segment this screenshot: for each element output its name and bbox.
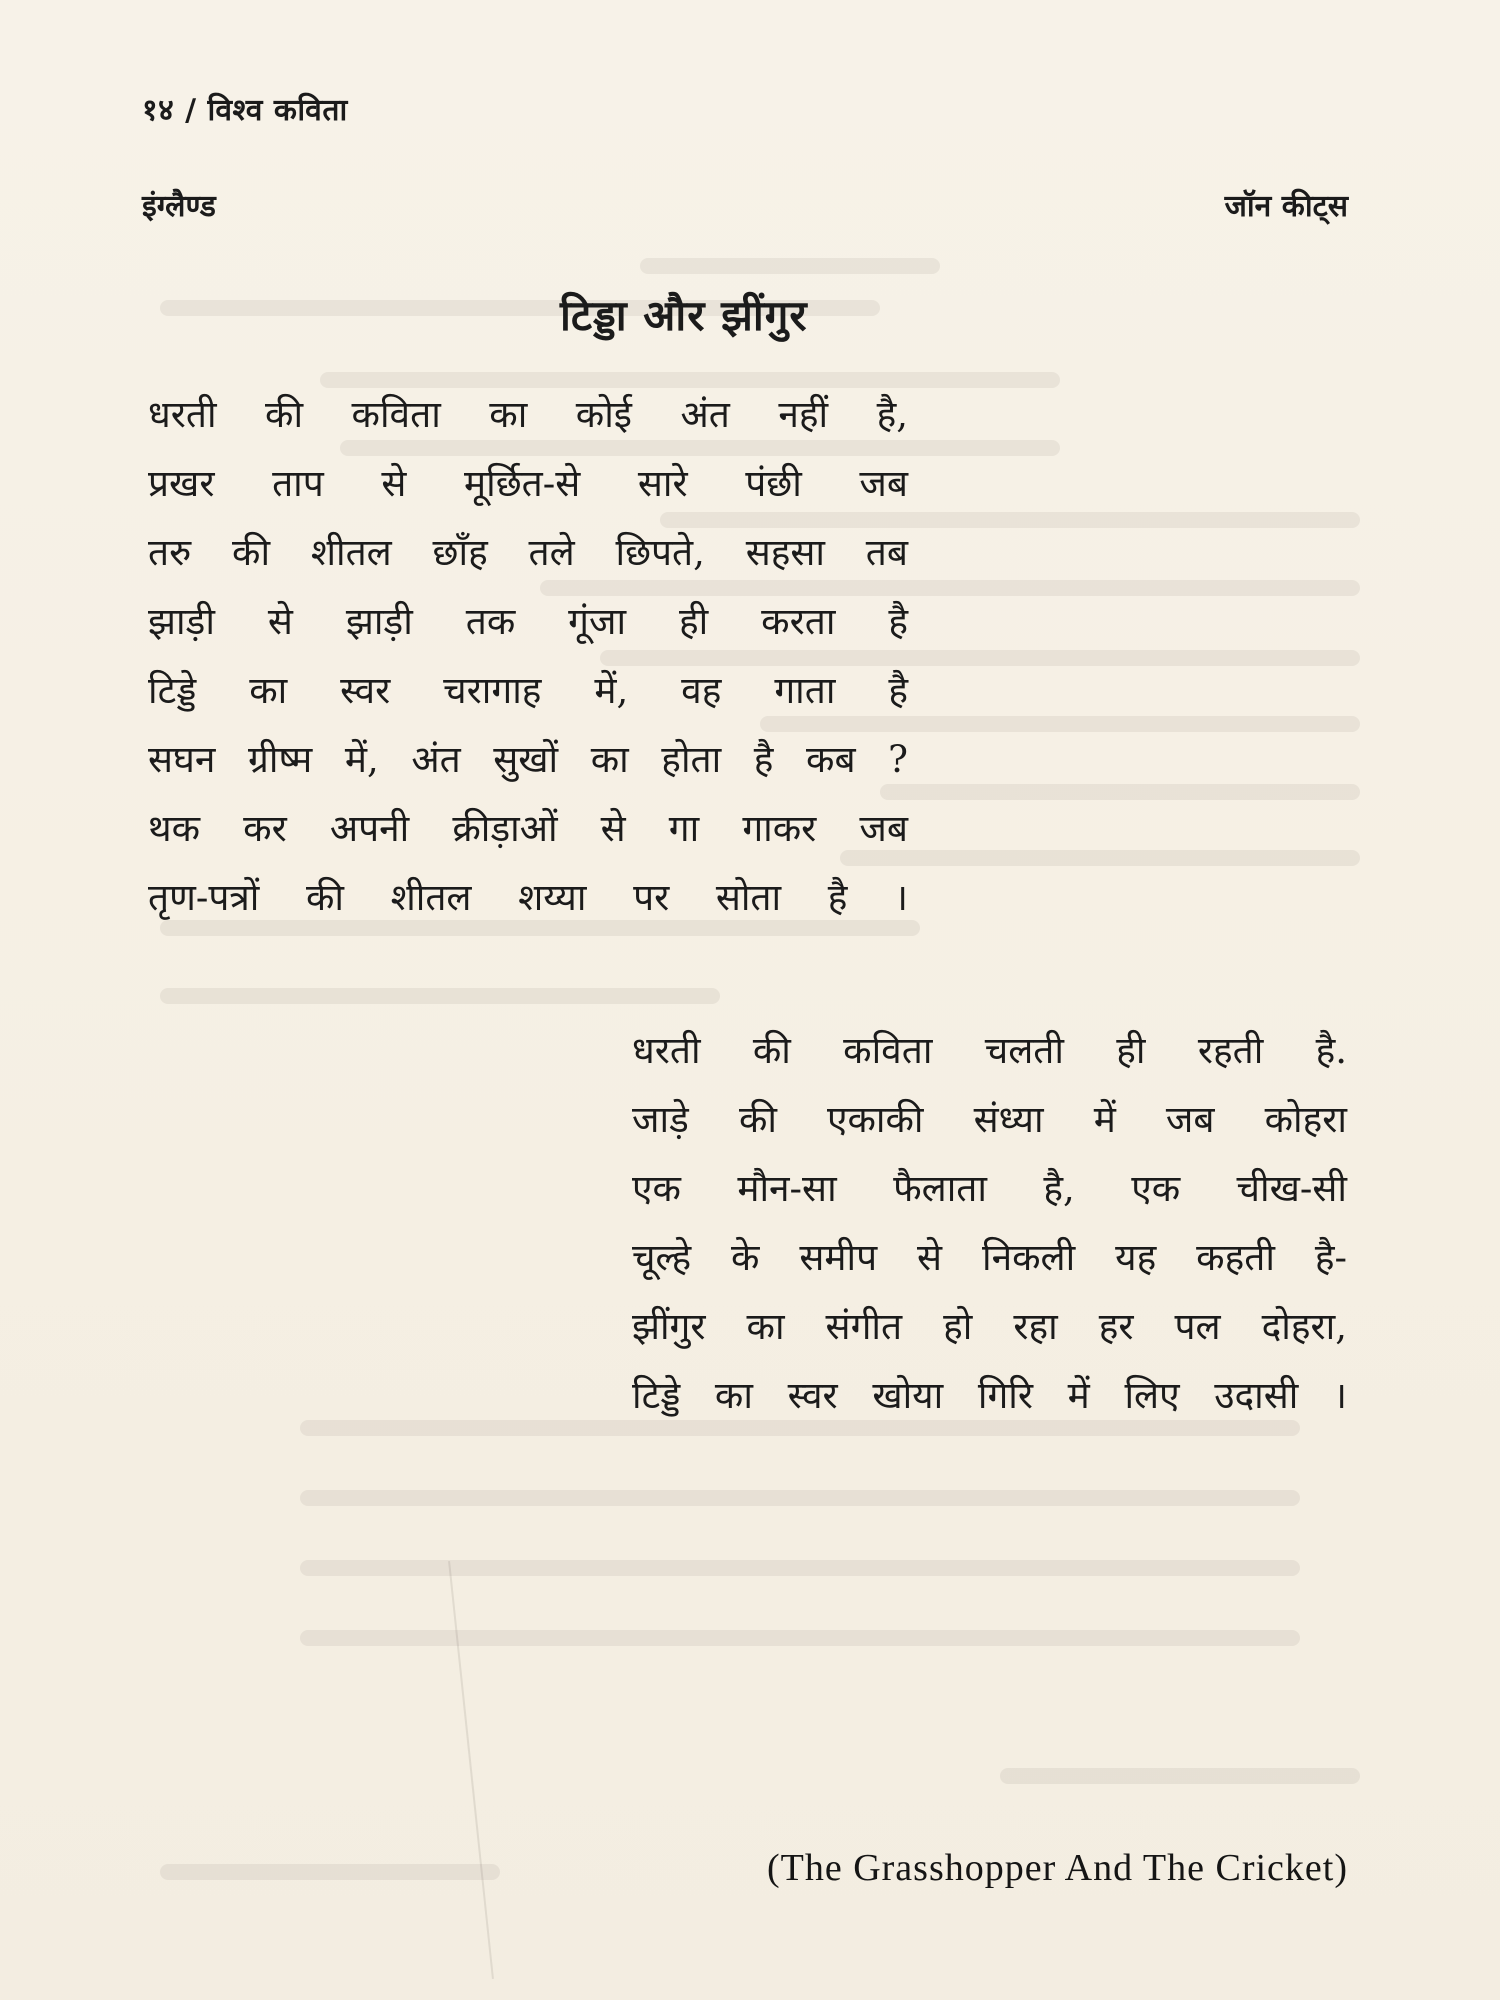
poem-line: धरती की कविता का कोई अंत नहीं है, (148, 393, 908, 436)
country-label: इंग्लैण्ड (142, 189, 216, 224)
poem-title: टिड्डा और झींगुर (560, 291, 808, 340)
stanza-2 (632, 1016, 1352, 1430)
poem-line: धरती की कविता चलती ही रहती है. (632, 1029, 1347, 1072)
poem-line: एक मौन-सा फैलाता है, एक चीख-सी (632, 1167, 1347, 1210)
stanza-1 (148, 380, 908, 932)
poem-line: झींगुर का संगीत हो रहा हर पल दोहरा, (632, 1305, 1347, 1348)
poem-line: सघन ग्रीष्म में, अंत सुखों का होता है कब ? (148, 738, 908, 781)
poem-line: टिड्डे का स्वर खोया गिरि में लिए उदासी । (632, 1374, 1347, 1417)
poem-line: चूल्हे के समीप से निकली यह कहती है- (632, 1236, 1347, 1279)
poem-line: जाड़े की एकाकी संध्या में जब कोहरा (632, 1098, 1347, 1141)
poem-line: टिड्डे का स्वर चरागाह में, वह गाता है (148, 669, 908, 712)
poem-line: थक कर अपनी क्रीड़ाओं से गा गाकर जब (148, 807, 908, 850)
author-name: जॉन कीट्स (1224, 189, 1348, 224)
running-head: १४ / विश्व कविता (142, 93, 348, 128)
poem-line: तृण-पत्रों की शीतल शय्या पर सोता है । (148, 876, 908, 919)
poem-line: प्रखर ताप से मूर्छित-से सारे पंछी जब (148, 462, 908, 505)
poem-line: तरु की शीतल छाँह तले छिपते, सहसा तब (148, 531, 908, 574)
english-title: (The Grasshopper And The Cricket) (766, 1847, 1348, 1889)
poem-line: झाड़ी से झाड़ी तक गूंजा ही करता है (148, 600, 908, 643)
